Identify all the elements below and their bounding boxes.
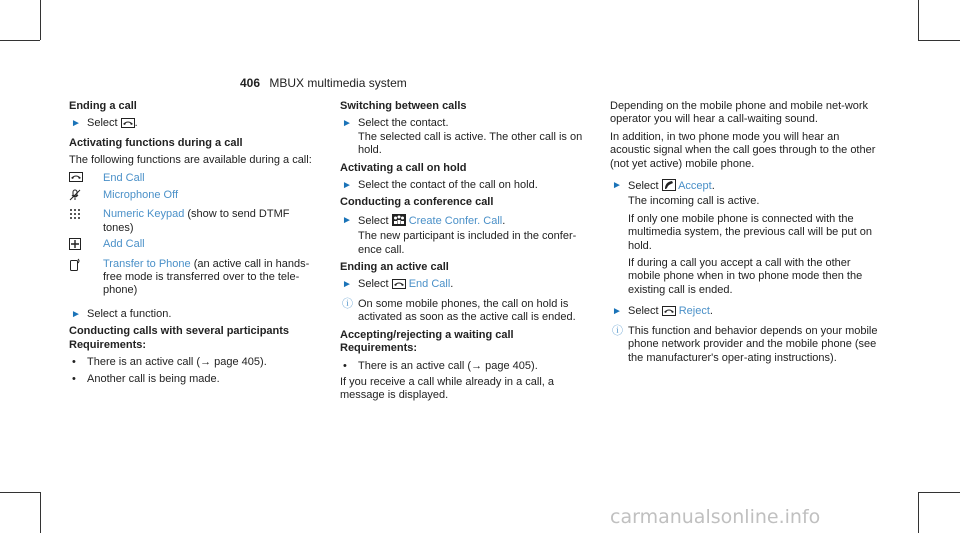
function-link[interactable]: Transfer to Phone bbox=[103, 257, 191, 270]
list-text: There is an active call (→ page 405). bbox=[358, 359, 538, 372]
step-text: Select bbox=[358, 278, 389, 291]
section-heading: Switching between calls bbox=[340, 100, 467, 112]
info-note bbox=[610, 325, 878, 365]
conference-icon bbox=[392, 214, 406, 230]
paragraph: Depending on the mobile phone and mobile net-work operator you will hear a call-waiting sound. bbox=[610, 100, 869, 126]
instruction-step: ► Select Create Confer. Call. The new participant is included in the confer-ence call. bbox=[342, 214, 577, 256]
section-heading: Activating a call on hold bbox=[340, 161, 467, 174]
add-call-icon bbox=[69, 238, 103, 254]
step-text: Select bbox=[358, 214, 389, 227]
function-desc: (show to send DTMF tones) bbox=[103, 208, 290, 234]
conference-link[interactable]: Create Confer. Call bbox=[408, 214, 503, 227]
list-item: • There is an active call (→ page 405). bbox=[343, 359, 538, 372]
step-result: The new participant is included in the confer-ence call. bbox=[358, 230, 577, 256]
function-link[interactable]: Numeric Keypad bbox=[103, 208, 185, 221]
crop-mark bbox=[40, 492, 41, 533]
step-text: Select the contact. bbox=[358, 117, 449, 130]
arrow-icon: ► bbox=[342, 118, 352, 130]
function-link[interactable]: Microphone Off bbox=[103, 189, 179, 202]
info-icon: ⓘ bbox=[342, 297, 353, 310]
column-3 bbox=[610, 100, 878, 369]
crop-mark bbox=[918, 40, 960, 41]
page-number: 406 bbox=[240, 76, 261, 90]
section-heading: Accepting/rejecting a waiting call bbox=[340, 328, 514, 341]
end-call-icon bbox=[392, 279, 406, 293]
arrow-icon: ► bbox=[342, 279, 352, 291]
reject-link[interactable]: Reject bbox=[678, 305, 710, 318]
note-text: On some mobile phones, the call on hold is activated as soon as the active call is ended. bbox=[358, 297, 576, 324]
step-text: Select bbox=[628, 305, 659, 318]
section-heading: Activating functions during a call bbox=[69, 136, 243, 149]
arrow-icon: ► bbox=[342, 214, 352, 226]
instruction-step bbox=[340, 179, 592, 192]
end-call-icon bbox=[662, 306, 676, 320]
section-heading: Conducting a conference call bbox=[340, 196, 494, 209]
step-text: Select bbox=[87, 117, 118, 130]
section-heading: Ending an active call bbox=[340, 261, 449, 274]
end-call-icon bbox=[121, 118, 135, 132]
requirements-label: Requirements: bbox=[69, 338, 147, 351]
function-row bbox=[69, 208, 321, 235]
section-heading: Ending a call bbox=[69, 100, 137, 112]
instruction-step: ► Select . bbox=[69, 117, 321, 132]
note-text: This function and behavior depends on your mobile phone network provider and the mobile phone (see the manufacturer's oper-ating instructions). bbox=[628, 324, 878, 364]
crop-mark bbox=[40, 0, 41, 40]
paragraph: In addition, in two phone mode you will hear an acoustic signal when the call goes through to the other (not yet active) mobile phone. bbox=[610, 130, 876, 170]
instruction-step: ► Select Reject. bbox=[610, 305, 878, 320]
accept-link[interactable]: Accept bbox=[678, 180, 712, 193]
crop-mark bbox=[0, 492, 40, 493]
step-detail: If during a call you accept a call with the other mobile phone when in two phone mode then the existing call is ended. bbox=[628, 257, 863, 296]
list-text: Another call is being made. bbox=[87, 372, 220, 385]
arrow-icon: ► bbox=[612, 180, 622, 192]
function-desc: (an active call in hands-free mode is transferred over to the tele-phone) bbox=[103, 257, 310, 297]
step-text: Select the contact of the call on hold. bbox=[358, 179, 538, 192]
step-text: Select a function. bbox=[87, 307, 172, 320]
transfer-phone-icon bbox=[69, 258, 103, 298]
crop-mark bbox=[918, 0, 919, 40]
step-result: The selected call is active. The other call is on hold. bbox=[358, 130, 583, 157]
crop-mark bbox=[918, 492, 919, 533]
step-text: Select bbox=[628, 180, 659, 193]
crop-mark bbox=[918, 492, 960, 493]
requirements-label: Requirements: bbox=[340, 342, 418, 355]
arrow-icon: ► bbox=[71, 308, 81, 320]
function-row bbox=[69, 238, 321, 254]
step-detail: If only one mobile phone is connected with the multimedia system, the previous call will be put on hold. bbox=[628, 212, 872, 252]
instruction-step: ► Select Accept. The incoming call is active. If only one mobile phone is connected with the multimedia system, the previous call will be put on hold. If during a call you accept a call with the other mobile phone when in two phone mode then the existing call is ended. bbox=[610, 179, 878, 297]
function-row bbox=[69, 189, 321, 205]
accept-call-icon bbox=[662, 179, 676, 195]
list-text: There is an active call (→ page 405). bbox=[87, 356, 267, 369]
list-item: • Another call is being made. bbox=[72, 372, 220, 385]
end-call-icon bbox=[69, 172, 103, 186]
watermark: carmanualsonline.info bbox=[610, 506, 821, 528]
function-row bbox=[69, 258, 321, 298]
step-result: The incoming call is active. bbox=[628, 195, 760, 208]
page-title: MBUX multimedia system bbox=[269, 76, 407, 90]
column-2 bbox=[340, 100, 592, 407]
function-link[interactable]: End Call bbox=[103, 171, 145, 184]
function-link[interactable]: Add Call bbox=[103, 238, 145, 251]
arrow-icon: ► bbox=[342, 180, 352, 192]
paragraph: If you receive a call while already in a call, a message is displayed. bbox=[340, 375, 554, 402]
arrow-icon: ► bbox=[71, 118, 81, 130]
instruction-step: ► Select End Call. bbox=[340, 278, 592, 293]
keypad-icon bbox=[69, 208, 103, 235]
column-1 bbox=[69, 100, 321, 389]
instruction-step bbox=[69, 308, 321, 321]
arrow-icon: ► bbox=[612, 306, 622, 318]
section-heading: Conducting calls with several participants bbox=[69, 325, 290, 338]
instruction-step bbox=[340, 117, 592, 157]
info-note bbox=[340, 298, 592, 325]
microphone-off-icon bbox=[69, 189, 103, 205]
crop-mark bbox=[0, 40, 40, 41]
end-call-link[interactable]: End Call bbox=[408, 278, 451, 291]
paragraph: The following functions are available during a call: bbox=[69, 154, 312, 167]
function-row bbox=[69, 172, 321, 186]
list-item: • There is an active call (→ page 405). bbox=[72, 356, 267, 369]
page-header bbox=[240, 76, 407, 90]
info-icon: ⓘ bbox=[612, 324, 623, 337]
